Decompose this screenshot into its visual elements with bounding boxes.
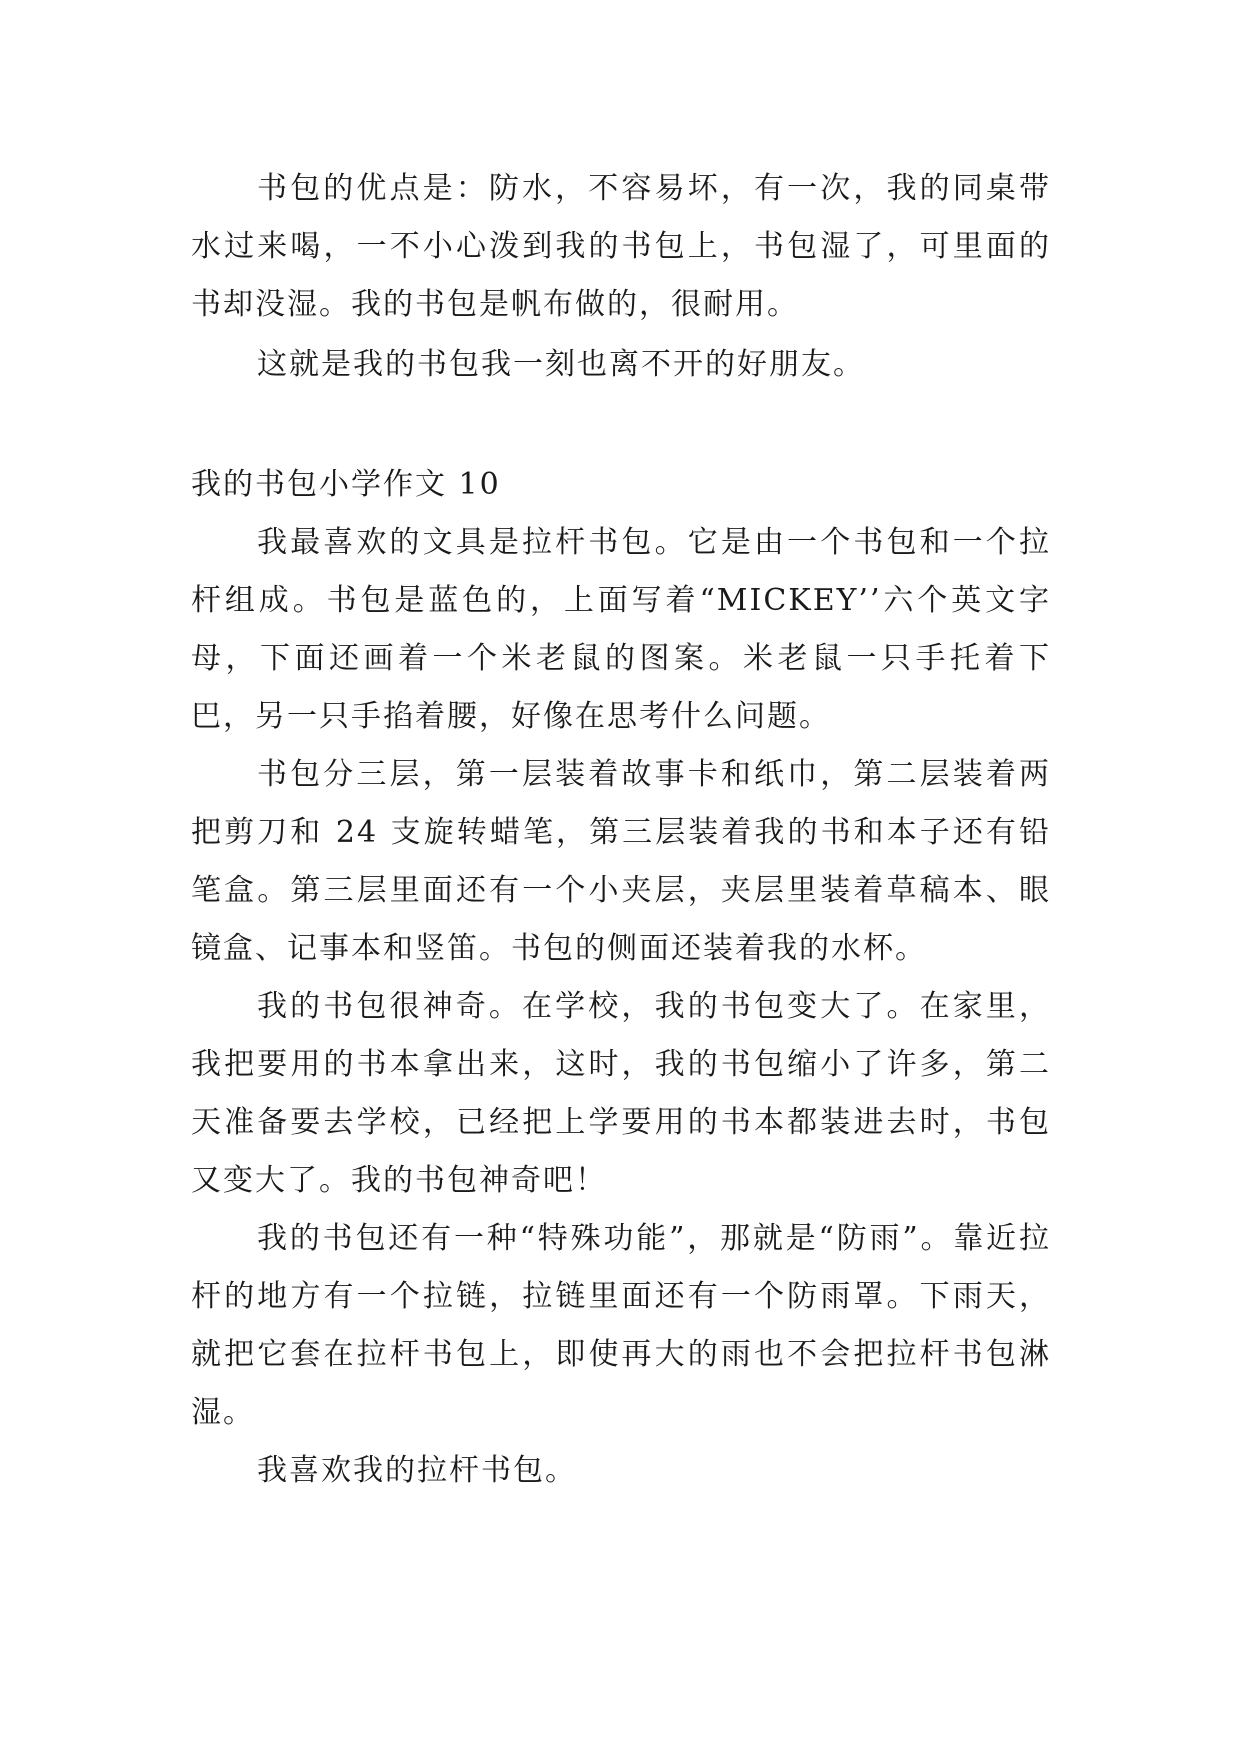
paragraph-conclusion: 我喜欢我的拉杆书包。 <box>257 1453 577 1488</box>
paragraph-trolley-bag: 我最喜欢的文具是拉杆书包。它是由一个书包和一个拉杆组成。书包是蓝色的，上面写着“MICKEY’’六个英文字母，下面还画着一个米老鼠的图案。米老鼠一只手托着下巴，另一只手掐着腰，好像在思考什么问题。 <box>191 525 1051 734</box>
section-title: 我的书包小学作文 10 <box>191 467 501 502</box>
paragraph-rain-function: 我的书包还有一种“特殊功能”，那就是“防雨”。靠近拉杆的地方有一个拉链，拉链里面还有一个防雨罩。下雨天，就把它套在拉杆书包上，即使再大的雨也不会把拉杆书包淋湿。 <box>191 1221 1051 1430</box>
paragraph-good-friend: 这就是我的书包我一刻也离不开的好朋友。 <box>257 347 865 382</box>
document-body <box>191 160 1051 1500</box>
paragraph-advantages: 书包的优点是：防水，不容易坏，有一次，我的同桌带水过来喝，一不小心泼到我的书包上，书包湿了，可里面的书却没湿。我的书包是帆布做的，很耐用。 <box>191 171 1051 322</box>
paragraph-magical-bag: 我的书包很神奇。在学校，我的书包变大了。在家里，我把要用的书本拿出来，这时，我的书包缩小了许多，第二天准备要去学校，已经把上学要用的书本都装进去时，书包又变大了。我的书包神奇吧！ <box>191 989 1051 1198</box>
paragraph-three-layers: 书包分三层，第一层装着故事卡和纸巾，第二层装着两把剪刀和 24 支旋转蜡笔，第三层装着我的书和本子还有铅笔盒。第三层里面还有一个小夹层，夹层里装着草稿本、眼镜盒、记事本和竖笛。书包的侧面还装着我的水杯。 <box>191 757 1051 966</box>
